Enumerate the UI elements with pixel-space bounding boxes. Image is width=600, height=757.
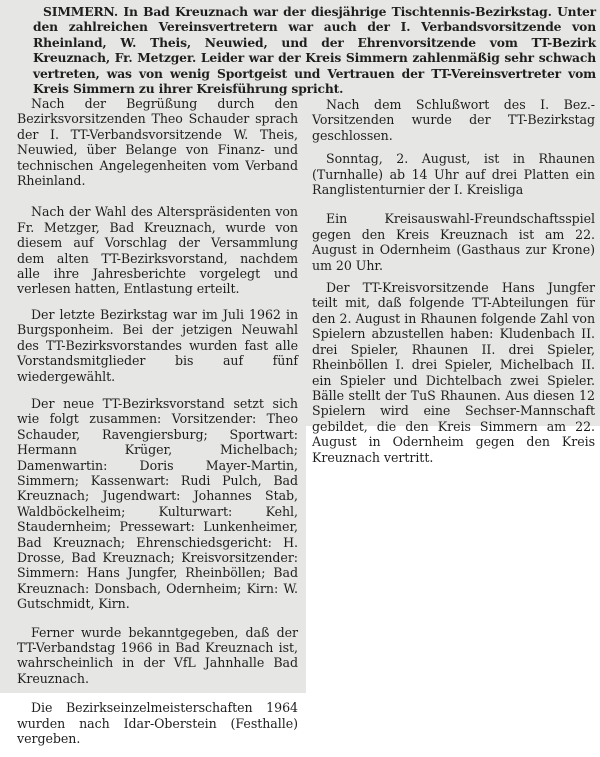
paragraph: Nach der Wahl des Alterspräsidenten von Fr. Metzger, Bad Kreuznach, wurde von diesem auf Vorschlag der Versammlung dem alten TT-Bezirksvorstand, nachdem alle ihre Jahresberichte vorgelegt und verlesen hatten, Entlastung erteilt. (17, 204, 298, 297)
paragraph: Sonntag, 2. August, ist in Rhaunen (Turnhalle) ab 14 Uhr auf drei Platten ein Ranglistenturnier der I. Kreisliga (312, 151, 595, 198)
article-lead (33, 4, 596, 96)
paragraph: Der letzte Bezirkstag war im Juli 1962 in Burgsponheim. Bei der jetzigen Neuwahl des TT-Bezirksvorstandes wurden fast alle Vorstandsmitglieder bis auf fünf wiedergewählt. (17, 306, 298, 384)
paragraph: Ferner wurde bekanntgegeben, daß der TT-Verbandstag 1966 in Bad Kreuznach ist, wahrscheinlich in der VfL Jahnhalle Bad Kreuznach. (17, 624, 298, 686)
left-column (17, 96, 298, 757)
paragraph: Ein Kreisauswahl-Freundschaftsspiel gegen den Kreis Kreuznach ist am 22. August in Odernheim (Gasthaus zur Krone) um 20 Uhr. (312, 211, 595, 273)
paragraph: Der TT-Kreisvorsitzende Hans Jungfer teilt mit, daß folgende TT-Abteilungen für den 2. August in Rhaunen folgende Zahl von Spielern abzustellen haben: Kludenbach II. drei Spieler, Rhaunen II. drei Spieler, Rheinböllen I. drei Spieler, Michelbach II. ein Spieler und Dichtelbach zwei Spieler. Bälle stellt der TuS Rhaunen. Aus diesen 12 Spielern wird eine Sechser-Mannschaft gebildet, die den Kreis Simmern am 22. August in Odernheim gegen den Kreis Kreuznach vertritt. (312, 280, 595, 465)
paragraph: Nach der Begrüßung durch den Bezirksvorsitzenden Theo Schauder sprach der I. TT-Verbandsvorsitzende W. Theis, Neuwied, über Belange von Finanz- und technischen Angelegenheiten vom Verband Rheinland. (17, 96, 298, 189)
paragraph: Nach dem Schlußwort des I. Bez.-Vorsitzenden wurde der TT-Bezirkstag geschlossen. (312, 97, 595, 143)
paragraph: Die Bezirkseinzelmeisterschaften 1964 wurden nach Idar-Oberstein (Festhalle) vergeben. (17, 700, 298, 747)
lead-paragraph: SIMMERN. In Bad Kreuznach war der diesjährige Tischtennis-Bezirkstag. Unter den zahlreichen Vereinsvertretern war auch der I. Verbandsvorsitzende von Rheinland, W. Theis, Neuwied, und der Ehrenvorsitzende vom TT-Bezirk Kreuznach, Fr. Metzger. Leider war der Kreis Simmern zahlenmäßig sehr schwach vertreten, was von wenig Sportgeist und Vertrauen der TT-Vereinsvertreter vom Kreis Simmern zu ihrer Kreisführung spricht. (33, 4, 596, 97)
right-column (312, 97, 595, 475)
paragraph: Der neue TT-Bezirksvorstand setzt sich wie folgt zusammen: Vorsitzender: Theo Schauder, Ravengiersburg; Sportwart: Hermann Krüger, Michelbach; Damenwartin: Doris Mayer-Martin, Simmern; Kassenwart: Rudi Pulch, Bad Kreuznach; Jugendwart: Johannes Stab, Waldböckelheim; Kulturwart: Kehl, Staudernheim; Pressewart: Lunkenheimer, Bad Kreuznach; Ehrenschiedsgericht: H. Drosse, Bad Kreuznach; Kreisvorsitzender: Simmern: Hans Jungfer, Rheinböllen; Bad Kreuznach: Donsbach, Odernheim; Kirn: W. Gutschmidt, Kirn. (17, 395, 298, 612)
